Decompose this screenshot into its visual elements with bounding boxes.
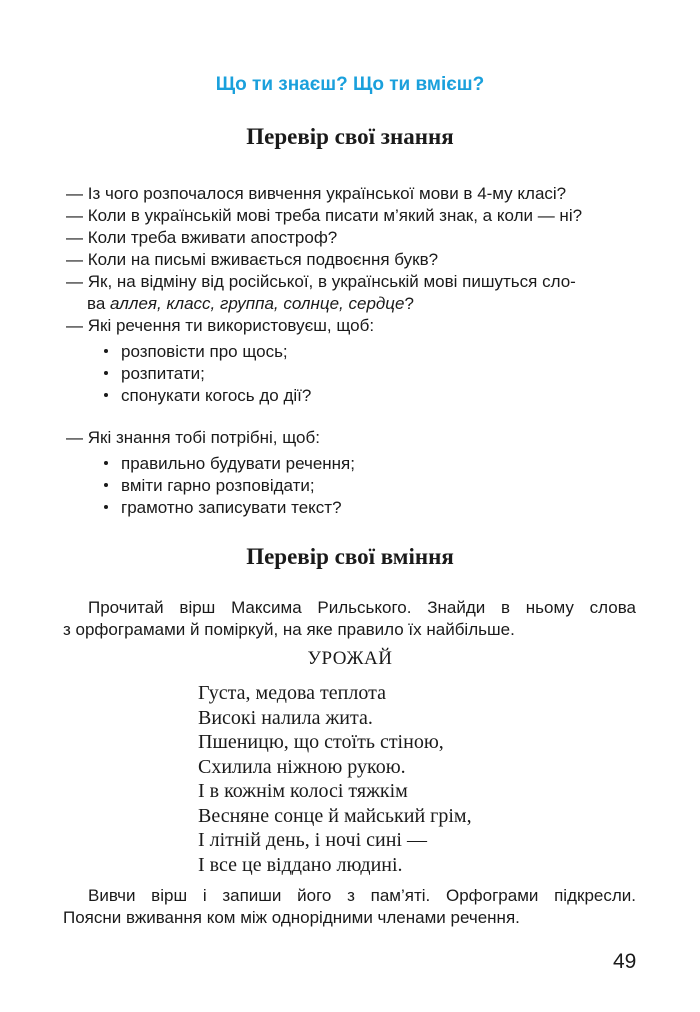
list-item: розповісти про щось; [104,341,288,363]
poem-title: УРОЖАЙ [307,648,393,669]
poem-line: Густа, медова теплота [198,682,386,704]
poem-line: І все це віддано людині. [198,853,403,876]
question-1: — Із чого розпочалося вивчення української мови в 4-му класі? [66,184,567,203]
list-item: розпитати; [104,363,205,385]
question-4: — Коли на письмі вживається подвоєння букв? [66,250,439,269]
section-title-knowledge: Перевір свої знання [246,124,454,149]
poem-line: Високі налила жита. [198,706,373,729]
question-2: — Коли в українській мові треба писати м’який знак, а коли — ні? [66,206,583,225]
poem [198,681,472,877]
poem-line: Пшеницю, що стоїть стіною, [198,731,444,753]
bullet-icon [104,371,108,375]
intro-line-1: Прочитай вірш Максима Рильського. Знайди в ньому слова [88,598,636,617]
russian-words: аллея, класс, группа, солнце, сердце [110,294,405,313]
intro-line-2: з орфограмами й поміркуй, на яке правило їх найбільше. [63,620,515,639]
bullet-icon [104,461,108,465]
bullet-icon [104,393,108,397]
poem-line: І в кожнім колосі тяжкім [198,780,408,802]
bullet-icon [104,349,108,353]
list-item: грамотно записувати текст? [104,497,342,519]
question-6: — Які речення ти використовуєш, щоб: [66,316,375,335]
page-heading: Що ти знаєш? Що ти вмієш? [215,74,485,95]
list-item: вміти гарно розповідати; [104,475,315,497]
bullet-icon [104,483,108,487]
task-line-2: Поясни вживання ком між однорідними членами речення. [63,908,520,927]
question-5-prefix: ва [87,294,111,313]
bullet-icon [104,505,108,509]
question-5: — Як, на відміну від російської, в українській мові пишуться сло- [66,272,576,291]
question-7: — Які знання тобі потрібні, щоб: [66,428,320,447]
question-5-continuation [87,293,414,315]
list-item: спонукати когось до дії? [104,385,311,407]
poem-line: Весняне сонце й майський грім, [198,804,472,827]
page-number: 49 [613,950,637,973]
poem-line: І літній день, і ночі сині — [198,829,427,851]
task-line-1: Вивчи вірш і запиши його з пам’яті. Орфограми підкресли. [88,886,636,905]
question-3: — Коли треба вживати апостроф? [66,228,338,247]
list-item: правильно будувати речення; [104,453,355,475]
poem-line: Схилила ніжною рукою. [198,755,406,778]
section-title-skills: Перевір свої вміння [246,544,454,569]
question-5-suffix: ? [404,294,414,313]
